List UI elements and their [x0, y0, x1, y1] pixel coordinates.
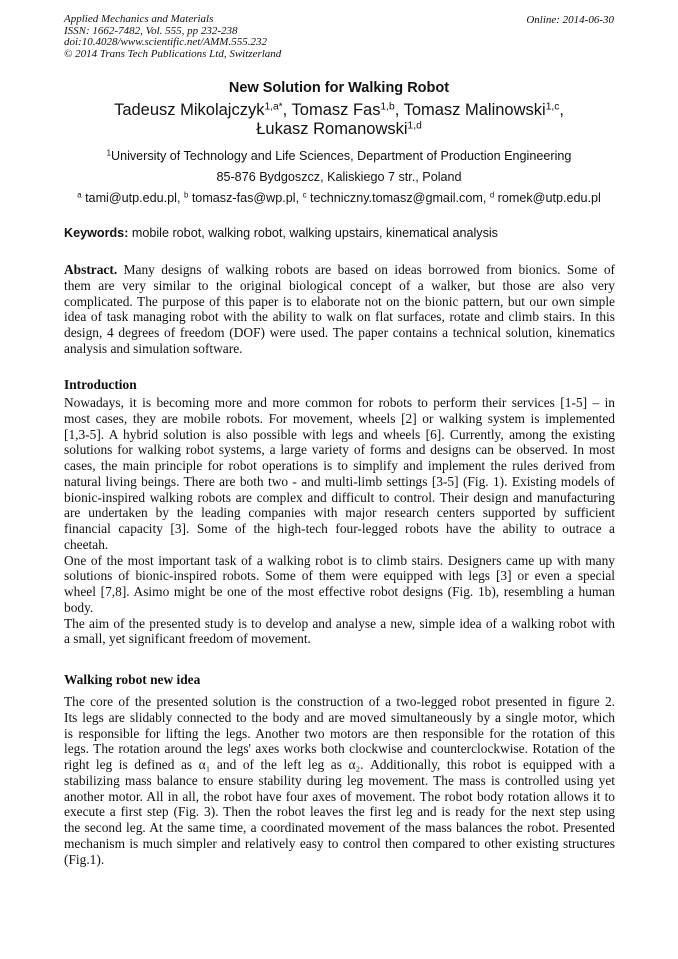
author-name: Tomasz Fas: [291, 101, 381, 119]
line-text: are undertaken by the leading companies with major research centers supported by sufficient: [64, 505, 615, 521]
affiliation-line-1: [0, 149, 678, 163]
email-sup: b: [183, 190, 189, 200]
text-line: [64, 710, 615, 726]
line-text: bionic-inspired walking robots are complex and difficult to control. Their design and manufacturing: [64, 489, 615, 505]
section-body-introduction: [64, 395, 615, 647]
line-text: mechanism is much simpler and relatively easy to control then compared to other existing structures: [64, 835, 615, 851]
emails: [0, 191, 678, 205]
text-line: [64, 852, 615, 868]
text-line: [64, 804, 615, 820]
line-text: idea of task managing robot with the ability to walk on flat surfaces, rotate and climb stairs. In this: [64, 309, 615, 325]
text-line: [64, 726, 615, 742]
line-text: The core of the presented solution is the construction of a two-legged robot presented in figure 2.: [64, 694, 615, 709]
author-sup: 1,a*: [264, 101, 283, 113]
separator: ,: [394, 101, 404, 119]
text-line: [64, 820, 615, 836]
abstract-label: Abstract.: [64, 262, 118, 277]
keywords-label: Keywords:: [64, 226, 129, 240]
email-sup: a: [77, 190, 82, 200]
doi: doi:10.4028/www.scientific.net/AMM.555.232: [64, 36, 267, 49]
line-text: wheel [7,8]. Asimo might be one of the most effective robot designs (Fig. 1b), resembling a human: [64, 584, 615, 599]
text-line: [64, 568, 615, 584]
text-line: [64, 789, 615, 805]
text-line: [64, 309, 615, 325]
text-line: [64, 505, 615, 521]
email: tomasz-fas@wp.pl,: [191, 191, 303, 205]
line-text: solutions of bionic-inspired robots. Some of them were equipped with legs [3] or even a special: [64, 568, 615, 584]
section-heading: Introduction: [64, 377, 137, 392]
line-text: is responsible for lifting the legs. Another two motors are then responsible for the rotation of this: [64, 725, 615, 741]
text-line: [64, 262, 615, 278]
author-name: Tomasz Malinowski: [403, 101, 546, 119]
text-line: [64, 757, 615, 773]
author-sup: 1,b: [380, 101, 395, 113]
email: romek@utp.edu.pl: [497, 191, 601, 205]
line-text: complicated. The purpose of this paper is to elaborate not on the bionic pattern, but our own simple: [64, 293, 615, 309]
text-line: [64, 474, 615, 490]
line-text: cheetah.: [64, 536, 109, 552]
author-name: Łukasz Romanowski: [256, 120, 408, 138]
text-line: [64, 395, 615, 411]
text-line: [64, 600, 615, 616]
paper-title: New Solution for Walking Robot: [228, 80, 450, 96]
issn: ISSN: 1662-7482, Vol. 555, pp 232-238: [64, 24, 238, 37]
keywords-text: mobile robot, walking robot, walking upstairs, kinematical analysis: [128, 226, 498, 240]
journal-header: [64, 14, 281, 60]
text-line: [64, 278, 615, 294]
text-line: [64, 341, 615, 357]
text-line: [64, 741, 615, 757]
journal-name: Applied Mechanics and Materials: [64, 13, 214, 25]
text-line: [64, 773, 615, 789]
text-line: [64, 490, 615, 506]
text-line: [64, 458, 615, 474]
author-sup: 1,c: [545, 101, 560, 113]
text-line: [64, 521, 615, 537]
text-line: [64, 294, 615, 310]
section-heading: Walking robot new idea: [64, 672, 201, 687]
line-text: natural living beings. There are both two - and multi-limb settings [3-5] (Fig. 1). Existing models of: [64, 473, 615, 489]
line-text: execute a first step (Fig. 3). Then the robot leaves the first leg and is ready for the next step using: [64, 804, 615, 820]
line-text: design, 4 degrees of freedom (DOF) were used. The paper contains a technical solution, kinematics: [64, 325, 615, 340]
line-text: Its legs are slidably connected to the body and are moved simultaneously by a single motor, which: [64, 709, 615, 725]
keywords: [64, 226, 498, 240]
text-line: [64, 694, 615, 710]
separator: ,: [559, 101, 564, 119]
line-text: Many designs of walking robots are based on ideas borrowed from bionics. Some of: [117, 262, 615, 277]
line-text: the second leg. At the same time, a coordinated movement of the mass balances the robot. Presented: [64, 820, 615, 835]
affiliation-text: University of Technology and Life Sciences, Department of Production Engineering: [110, 149, 572, 163]
line-text: One of the most important task of a walking robot is to climb stairs. Designers came up with many: [64, 552, 615, 568]
email: techniczny.tomasz@gmail.com,: [310, 191, 490, 205]
line-text: (Fig.1).: [64, 851, 105, 867]
authors: [0, 101, 678, 139]
text-line: [64, 616, 615, 632]
text-line: [64, 325, 615, 341]
line-text: analysis and simulation software.: [64, 340, 243, 356]
line-text: most cases, they are mobile robots. For movement, wheels [2] or walking system is implemented: [64, 410, 615, 426]
text-line: [64, 427, 615, 443]
line-text: a small, yet significant freedom of movement.: [64, 631, 311, 647]
email: tami@utp.edu.pl,: [85, 191, 184, 205]
text-line: [64, 411, 615, 427]
text-line: [64, 836, 615, 852]
line-text: right leg is defined as α₁ and of the left leg as α₂. Additionally, this robot is equipped with a: [64, 757, 615, 772]
line-text: another motor. All in all, the robot have four axes of movement. The robot body rotation allows it to: [64, 788, 615, 804]
line-text: financial capacity [3]. Some of the high-tech four-legged robots have the ability to outrace a: [64, 521, 615, 536]
line-text: them are very similar to the original biological concept of a walker, but those are also very: [64, 277, 615, 293]
text-line: [64, 537, 615, 553]
section-body-walking-robot-new-idea: [64, 694, 615, 867]
abstract: [64, 262, 615, 357]
email-sup: d: [489, 190, 495, 200]
author-sup: 1,d: [407, 120, 422, 132]
line-text: stabilizing mass balance to ensure stability during leg movement. The mass is controlled using yet: [64, 772, 615, 788]
line-text: solutions for walking robot systems, a large variety of forms and designs can be observed. In most: [64, 442, 615, 458]
online-date: Online: 2014-06-30: [526, 14, 614, 26]
line-text: body.: [64, 599, 94, 615]
author-name: Tadeusz Mikolajczyk: [114, 101, 265, 119]
email-sup: c: [302, 190, 307, 200]
separator: ,: [282, 101, 292, 119]
line-text: Nowadays, it is becoming more and more common for robots to perform their services [1-5] – in: [64, 395, 615, 410]
line-text: The aim of the presented study is to develop and analyse a new, simple idea of a walking robot with: [64, 615, 615, 631]
text-line: [64, 442, 615, 458]
text-line: [64, 631, 615, 647]
line-text: cases, the main principle for robot operations is to simplify and implement the rules derived from: [64, 458, 615, 473]
text-line: [64, 584, 615, 600]
copyright: © 2014 Trans Tech Publications Ltd, Switzerland: [64, 47, 282, 60]
affiliation-sup: 1: [106, 148, 111, 158]
line-text: legs. The rotation around the legs' axes works both clockwise and counterclockwise. Rotation of the: [64, 741, 615, 757]
text-line: [64, 553, 615, 569]
line-text: [1,3-5]. A hybrid solution is also possible with legs and wheels [6]. Currently, among the existing: [64, 426, 615, 442]
affiliation-line-2: 85-876 Bydgoszcz, Kaliskiego 7 str., Poland: [216, 170, 462, 184]
